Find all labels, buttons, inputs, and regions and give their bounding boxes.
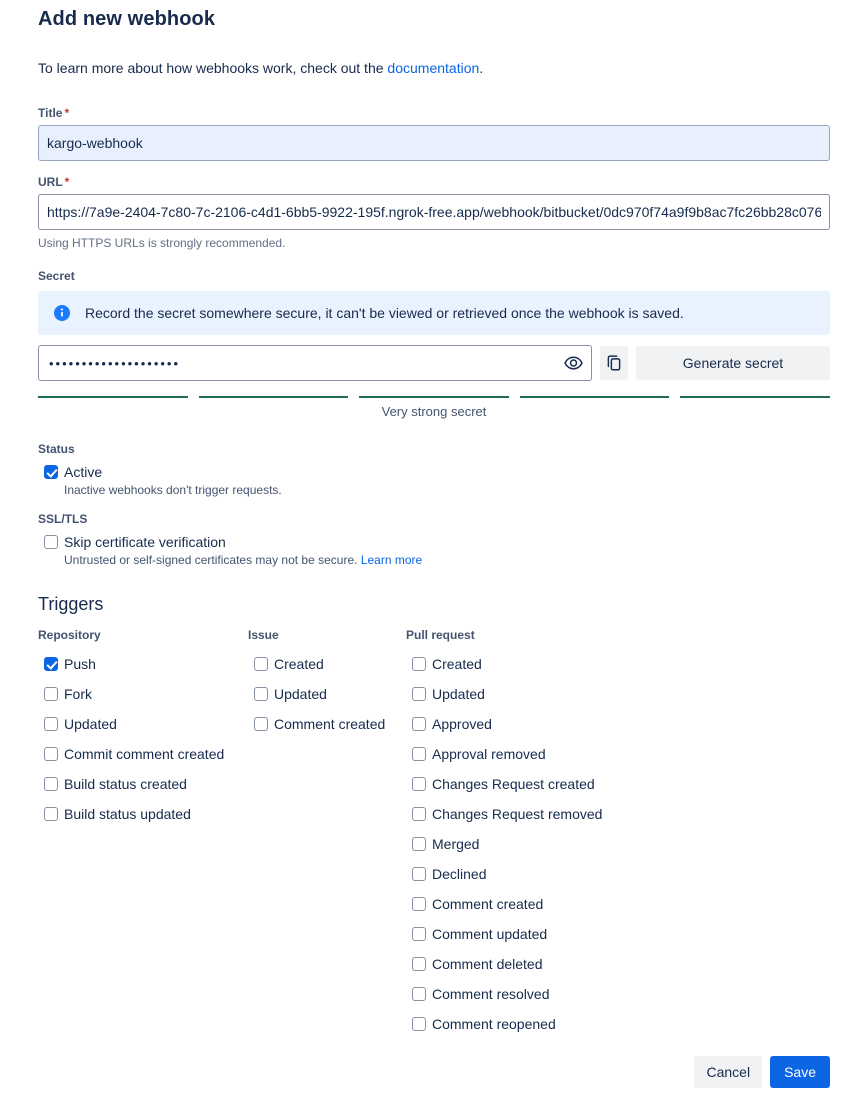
secret-info-banner <box>38 291 830 335</box>
ssl-helper-text: Untrusted or self-signed certificates may not be secure. Learn more <box>64 553 423 567</box>
trigger-column-header: Issue <box>248 628 279 642</box>
trigger-checkbox-pull-request-approval-removed[interactable] <box>406 746 602 762</box>
reveal-secret-button[interactable] <box>561 351 586 376</box>
trigger-checkbox-pull-request-comment-created[interactable] <box>406 896 602 912</box>
url-helper-text: Using HTTPS URLs is strongly recommended. <box>38 236 286 250</box>
eye-icon <box>563 362 584 377</box>
secret-strength-label: Very strong secret <box>381 404 487 419</box>
trigger-label: Approval removed <box>432 746 546 762</box>
checkbox-icon[interactable] <box>44 807 58 821</box>
secret-strength-meter <box>38 396 830 398</box>
trigger-label: Comment created <box>274 716 386 732</box>
checkbox-icon[interactable] <box>412 837 426 851</box>
trigger-label: Changes Request removed <box>432 806 603 822</box>
secret-input[interactable] <box>38 345 592 381</box>
strength-segment <box>359 396 509 398</box>
secret-row <box>38 345 830 381</box>
trigger-checkbox-pull-request-changes-request-created[interactable] <box>406 776 602 792</box>
trigger-checkbox-pull-request-comment-deleted[interactable] <box>406 956 602 972</box>
trigger-label: Comment created <box>432 896 544 912</box>
form-footer <box>38 1056 830 1088</box>
trigger-label: Comment updated <box>432 926 548 942</box>
checkbox-icon[interactable] <box>412 897 426 911</box>
trigger-label: Comment resolved <box>432 986 550 1002</box>
intro-suffix: . <box>479 60 484 76</box>
strength-segment <box>520 396 670 398</box>
triggers-heading: Triggers <box>38 594 104 614</box>
checkbox-icon[interactable] <box>412 807 426 821</box>
checkbox-icon[interactable] <box>44 535 58 549</box>
trigger-label: Commit comment created <box>64 746 225 762</box>
checkbox-icon[interactable] <box>44 687 58 701</box>
trigger-checkbox-pull-request-changes-request-removed[interactable] <box>406 806 602 822</box>
active-checkbox-label: Active <box>64 464 103 480</box>
secret-field-label: Secret <box>38 269 75 283</box>
page-title: Add new webhook <box>38 8 216 30</box>
checkbox-icon[interactable] <box>412 867 426 881</box>
trigger-label: Approved <box>432 716 492 732</box>
trigger-checkbox-pull-request-comment-resolved[interactable] <box>406 986 602 1002</box>
trigger-checkbox-repository-updated[interactable] <box>38 716 248 732</box>
status-helper-text: Inactive webhooks don't trigger requests. <box>64 483 282 497</box>
trigger-column-header: Repository <box>38 628 101 642</box>
trigger-checkbox-pull-request-created[interactable] <box>406 656 602 672</box>
trigger-label: Comment deleted <box>432 956 543 972</box>
checkbox-icon[interactable] <box>412 987 426 1001</box>
trigger-column-repository <box>38 628 248 1032</box>
info-icon <box>54 305 70 321</box>
skip-certificate-checkbox-row[interactable] <box>38 534 830 550</box>
required-asterisk: * <box>64 175 70 189</box>
checkbox-icon[interactable] <box>254 687 268 701</box>
required-asterisk: * <box>64 106 70 120</box>
title-field-label: Title * <box>38 106 70 120</box>
save-button[interactable]: Save <box>770 1056 830 1088</box>
trigger-label: Created <box>274 656 324 672</box>
intro-text <box>38 60 830 76</box>
checkbox-icon[interactable] <box>44 717 58 731</box>
secret-input-wrap <box>38 345 592 381</box>
url-input[interactable] <box>38 194 830 230</box>
trigger-label: Created <box>432 656 482 672</box>
trigger-checkbox-pull-request-comment-reopened[interactable] <box>406 1016 602 1032</box>
strength-segment <box>38 396 188 398</box>
trigger-label: Build status created <box>64 776 187 792</box>
trigger-columns <box>38 628 830 1032</box>
trigger-checkbox-issue-created[interactable] <box>248 656 406 672</box>
checkbox-icon[interactable] <box>412 717 426 731</box>
trigger-label: Updated <box>274 686 327 702</box>
trigger-label: Updated <box>432 686 485 702</box>
skip-certificate-checkbox-label: Skip certificate verification <box>64 534 226 550</box>
trigger-checkbox-repository-commit-comment-created[interactable] <box>38 746 248 762</box>
trigger-checkbox-repository-fork[interactable] <box>38 686 248 702</box>
checkbox-icon[interactable] <box>254 657 268 671</box>
url-field-label: URL * <box>38 175 70 189</box>
checkbox-icon[interactable] <box>412 657 426 671</box>
generate-secret-button[interactable]: Generate secret <box>636 346 830 380</box>
checkbox-icon[interactable] <box>44 465 58 479</box>
trigger-checkbox-pull-request-approved[interactable] <box>406 716 602 732</box>
ssl-label: SSL/TLS <box>38 512 88 526</box>
trigger-checkbox-issue-comment-created[interactable] <box>248 716 406 732</box>
trigger-column-pull-request <box>406 628 602 1032</box>
trigger-label: Build status updated <box>64 806 191 822</box>
trigger-column-header: Pull request <box>406 628 475 642</box>
learn-more-link[interactable]: Learn more <box>360 553 423 567</box>
checkbox-icon[interactable] <box>412 1017 426 1031</box>
checkbox-icon[interactable] <box>412 687 426 701</box>
trigger-checkbox-pull-request-updated[interactable] <box>406 686 602 702</box>
active-checkbox-row[interactable] <box>38 464 830 480</box>
checkbox-icon[interactable] <box>412 927 426 941</box>
checkbox-icon[interactable] <box>412 747 426 761</box>
trigger-checkbox-repository-build-status-updated[interactable] <box>38 806 248 822</box>
checkbox-icon[interactable] <box>412 777 426 791</box>
checkbox-icon[interactable] <box>254 717 268 731</box>
trigger-checkbox-repository-push[interactable] <box>38 656 248 672</box>
trigger-column-issue <box>248 628 406 1032</box>
documentation-link[interactable]: documentation <box>387 60 480 76</box>
checkbox-icon[interactable] <box>44 657 58 671</box>
intro-prefix: To learn more about how webhooks work, check out the <box>38 60 388 76</box>
title-input[interactable] <box>38 125 830 161</box>
checkbox-icon[interactable] <box>412 957 426 971</box>
strength-segment <box>199 396 349 398</box>
trigger-label: Changes Request created <box>432 776 595 792</box>
trigger-label: Declined <box>432 866 487 882</box>
trigger-checkbox-pull-request-merged[interactable] <box>406 836 602 852</box>
strength-segment <box>680 396 830 398</box>
trigger-label: Merged <box>432 836 480 852</box>
trigger-checkbox-pull-request-declined[interactable] <box>406 866 602 882</box>
trigger-label: Fork <box>64 686 92 702</box>
trigger-checkbox-pull-request-comment-updated[interactable] <box>406 926 602 942</box>
checkbox-icon[interactable] <box>44 777 58 791</box>
trigger-label: Push <box>64 656 96 672</box>
checkbox-icon[interactable] <box>44 747 58 761</box>
trigger-checkbox-repository-build-status-created[interactable] <box>38 776 248 792</box>
trigger-checkbox-issue-updated[interactable] <box>248 686 406 702</box>
secret-info-message: Record the secret somewhere secure, it can't be viewed or retrieved once the webhook is saved. <box>85 305 684 321</box>
status-label: Status <box>38 442 75 456</box>
copy-secret-button[interactable] <box>600 346 628 380</box>
copy-icon <box>605 354 623 372</box>
trigger-label: Comment reopened <box>432 1016 556 1032</box>
cancel-button[interactable]: Cancel <box>694 1056 762 1088</box>
trigger-label: Updated <box>64 716 117 732</box>
